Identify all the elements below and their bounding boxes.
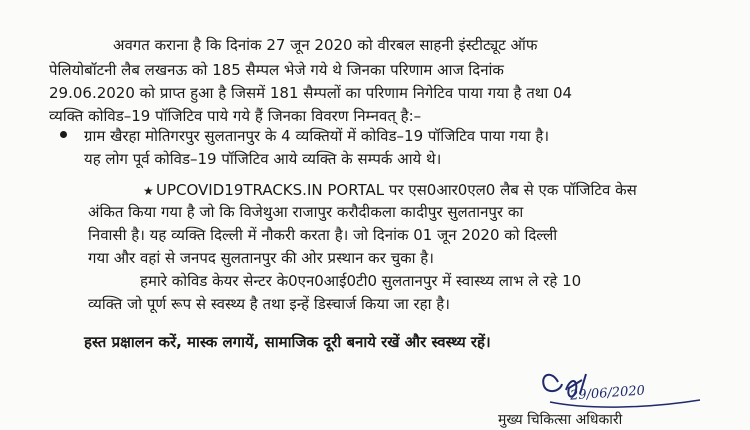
centre-line-2: व्यक्ति जो पूर्ण रूप से स्वस्थ्य है तथा इन्हें डिस्चार्ज किया जा रहा है। (88, 295, 450, 313)
star-bullet: ★ (143, 184, 154, 198)
portal-line-3: निवासी है। यह व्यक्ति दिल्ली में नौकरी करता है। जो दिनांक 01 जून 2020 को दिल्ली (88, 226, 558, 244)
bullet-line-2: यह लोग पूर्व कोविड–19 पॉजिटिव आये व्यक्ति के सम्पर्क आये थे। (84, 150, 442, 168)
portal-line-1: UPCOVID19TRACKS.IN PORTAL पर एस0आर0एल0 लैब से एक पॉजिटिव केस (156, 181, 637, 199)
paragraph1-line-3: 29.06.2020 को प्राप्त हुआ है जिसमें 181 सैम्पलों का परिणाम निगेटिव पाया गया है तथा 04 (49, 84, 573, 102)
bullet-dot (60, 131, 67, 138)
portal-line-2: अंकित किया गया है जो कि विजेथुआ राजापुर करौदीकला कादीपुर सुलतानपुर का (88, 203, 524, 221)
paragraph1-line-2: पेलियोबॉटनी लैब लखनऊ को 185 सैम्पल भेजे गये थे जिनका परिणाम आज दिनांक (49, 61, 504, 79)
bullet-line-1: ग्राम खैरहा मोतिगरपुर सुलतानपुर के 4 व्यक्तियों में कोविड–19 पॉजिटिव पाया गया है। (84, 127, 550, 145)
appeal-text: हस्त प्रक्षालन करें, मास्क लगायें, सामाजिक दूरी बनाये रखें और स्वस्थ्य रहें। (84, 333, 491, 351)
paragraph1-line-4: व्यक्ति कोविड–19 पॉजिटिव पाये गये हैं जिनका विवरण निम्नवत् है:– (49, 107, 422, 125)
signature-date: 29/06/2020 (569, 383, 646, 404)
officer-title: मुख्य चिकित्सा अधिकारी (498, 412, 623, 428)
paragraph1-line-1: अवगत कराना है कि दिनांक 27 जून 2020 को वीरबल साहनी इंस्टीट्यूट ऑफ (113, 36, 538, 54)
centre-line-1: हमारे कोविड केयर सेन्टर के0एन0आई0टी0 सुलतानपुर में स्वास्थ्य लाभ ले रहे 10 (140, 272, 582, 290)
portal-line-4: गया और वहां से जनपद सुलतानपुर की ओर प्रस्थान कर चुका है। (88, 249, 434, 267)
